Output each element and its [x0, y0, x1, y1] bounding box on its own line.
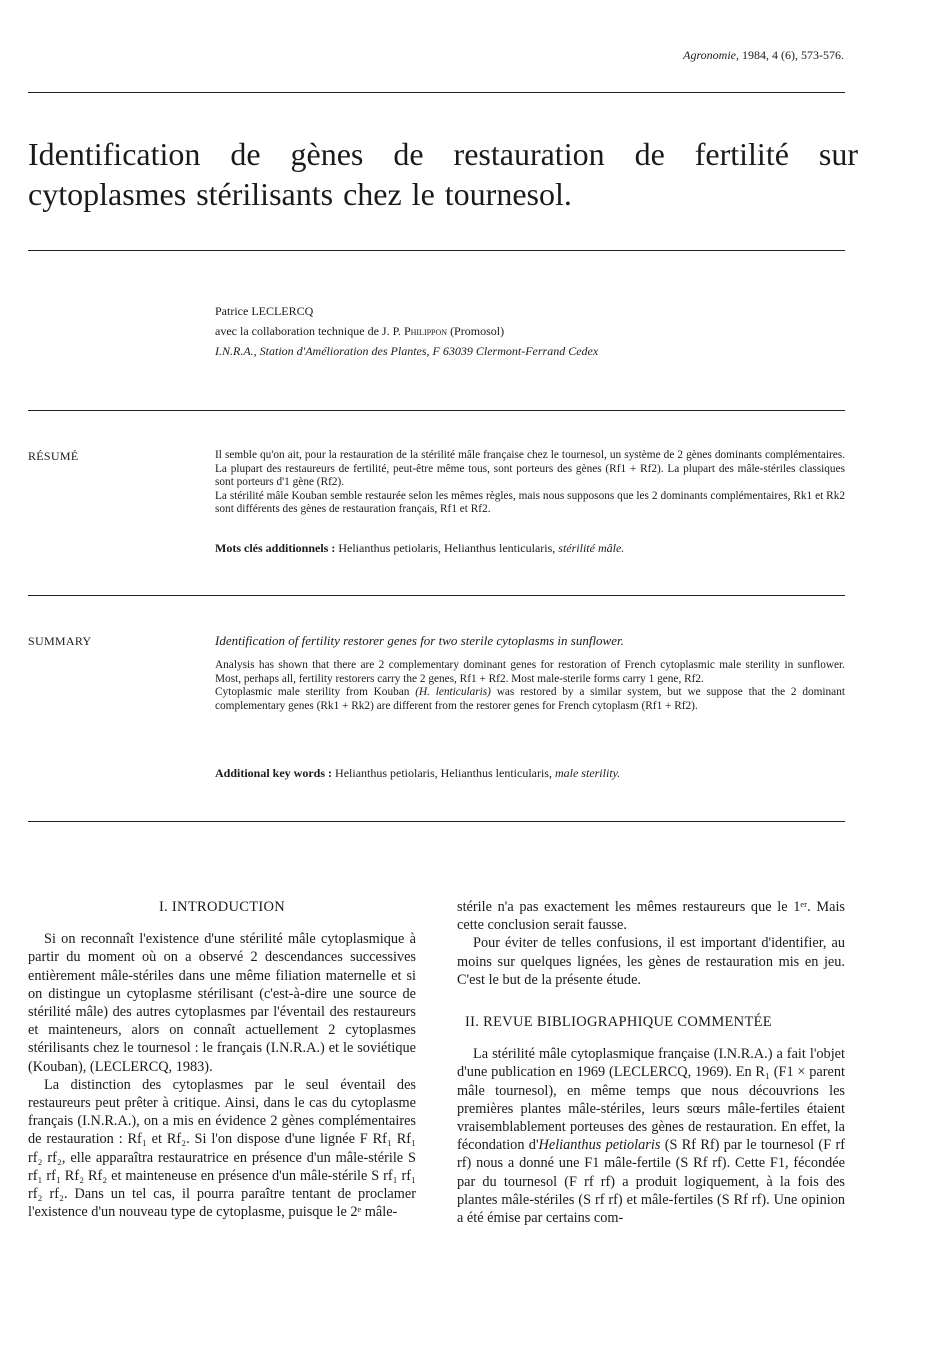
- collaborator-name: Philippon: [403, 324, 448, 338]
- affiliation: I.N.R.A., Station d'Amélioration des Plantes, F 63039 Clermont-Ferrand Cedex: [215, 344, 599, 358]
- section-heading: I. INTRODUCTION: [158, 899, 286, 915]
- body-paragraph: La distinction des cytoplasmes par le seul éventail des restaureurs peut prêter à critique. Ainsi, dans le cas du cytoplasme français (I.N.R.A.), on a mis en évidence 2 gènes complémentaires de restauration : Rf₁ et Rf₂. Si l'on dispose d'une lignée F Rf₁ Rf₁ rf₂ rf₂, elle apparaîtra restauratrice en présence d'un mâle-stérile S rf₁ rf₁ Rf₂ Rf₂ et mainteneuse en présence d'un mâle-stérile S rf₁ rf₁ rf₂ rf₂. Dans un tel cas, il pourra paraître tentant de proclamer l'existence d'un nouveau type de cytoplasme, puisque le 2ᵉ mâle-: [28, 1076, 416, 1221]
- body-paragraph: Si on reconnaît l'existence d'une stérilité mâle cytoplasmique à partir du moment où on a observé 2 descendances successives entièrement mâle-stériles dans une même filiation maternelle et si on distingue un cytoplasme stérilisant (c'est-à-dire une source de stérilité mâle) des autres cytoplasmes par l'éventail des restaureurs et mainteneurs, alors on connaît actuellement 2 cytoplasmes stérilisants chez le tournesol : le français (I.N.R.A.) et le soviétique (Kouban), (LECLERCQ, 1983).: [28, 931, 416, 1075]
- journal-name: Agronomie,: [683, 48, 739, 62]
- divider: [28, 410, 845, 411]
- keywords-label: Mots clés additionnels :: [215, 541, 336, 555]
- divider: [28, 92, 845, 93]
- resume-text: [215, 449, 845, 517]
- author-name: Patrice LECLERCQ: [215, 304, 314, 318]
- section-heading: II. REVUE BIBLIOGRAPHIQUE COMMENTÉE: [465, 1014, 772, 1031]
- summary-title: Identification of fertility restorer genes for two sterile cytoplasms in sunflower.: [215, 633, 624, 648]
- resume-paragraph: La stérilité mâle Kouban semble restaurée selon les mêmes règles, mais nous supposons que les 2 dominants complémentaires, Rk1 et Rk2 sont différents des gènes de restauration français, Rf1 et Rf2.: [215, 489, 845, 515]
- resume-label: RÉSUMÉ: [28, 449, 79, 463]
- journal-details: 1984, 4 (6), 573-576.: [742, 48, 844, 62]
- body-paragraph: La stérilité mâle cytoplasmique française (I.N.R.A.) a fait l'objet d'une publication en 1969 (LECLERCQ, 1969). En R₁ (F1 × parent mâle tournesol), en même temps que nous découvrions les premières plantes mâle-stériles, leurs sœurs mâle-fertiles étaient vraisemblablement porteuses des gènes de restauration. En effet, la fécondation d'Helianthus petiolaris (S Rf Rf) par le tournesol (F rf rf) nous a donné une F1 mâle-fertile (S Rf rf). Cette F1, fécondée par du tournesol (F rf rf) a produit logiquement, à la fois des plantes mâle-stériles (S rf rf) et mâle-fertiles (S Rf rf). Une opinion a été émise par certains com-: [457, 1046, 845, 1227]
- summary-label: SUMMARY: [28, 634, 92, 648]
- collaboration-line: avec la collaboration technique de J. P. Philippon (Promosol): [215, 324, 505, 338]
- summary-paragraph: Analysis has shown that there are 2 complementary dominant genes for restoration of French cytoplasmic male sterility in sunflower. Most, perhaps all, fertility restorers carry the 2 genes, Rf1 + Rf2. Most male-sterile forms carry 1 gene, Rf2.: [215, 659, 845, 685]
- page-title: Identification de gènes de restauration de fertilité sur cytoplasmes stérilisants chez le tournesol.: [28, 136, 858, 212]
- right-column: [457, 898, 845, 1227]
- author-block: [215, 301, 855, 361]
- keywords-label: Additional key words :: [215, 766, 333, 780]
- resume-paragraph: Il semble qu'on ait, pour la restauration de la stérilité mâle française chez le tournesol, un système de 2 gènes dominants complémentaires. La plupart des restaureurs de fertilité, peut-être même tous, sont porteurs des gènes (Rf1 + Rf2). La plupart des mâle-stériles classiques sont porteurs d'1 gène (Rf2).: [215, 449, 845, 488]
- divider: [28, 595, 845, 596]
- summary-keywords: Additional key words : Helianthus petiolaris, Helianthus lenticularis, male sterility.: [215, 766, 621, 780]
- body-paragraph: Pour éviter de telles confusions, il est important d'identifier, au moins sur quelques lignées, les gènes de restauration mis en jeu. C'est le but de la présente étude.: [457, 935, 845, 988]
- divider: [28, 821, 845, 822]
- divider: [28, 250, 845, 251]
- left-column: [28, 898, 416, 1221]
- summary-text: [215, 659, 845, 713]
- journal-citation: [683, 48, 844, 63]
- body-paragraph: stérile n'a pas exactement les mêmes restaureurs que le 1ᵉʳ. Mais cette conclusion serait fausse.: [457, 899, 845, 934]
- resume-keywords: Mots clés additionnels : Helianthus petiolaris, Helianthus lenticularis, stérilité mâle.: [215, 541, 625, 555]
- summary-paragraph: Cytoplasmic male sterility from Kouban (H. lenticularis) was restored by a similar system, but we suppose that the 2 dominant complementary genes (Rk1 + Rk2) are different from the restorer genes for French cytoplasm (Rf1 + Rf2).: [215, 686, 845, 712]
